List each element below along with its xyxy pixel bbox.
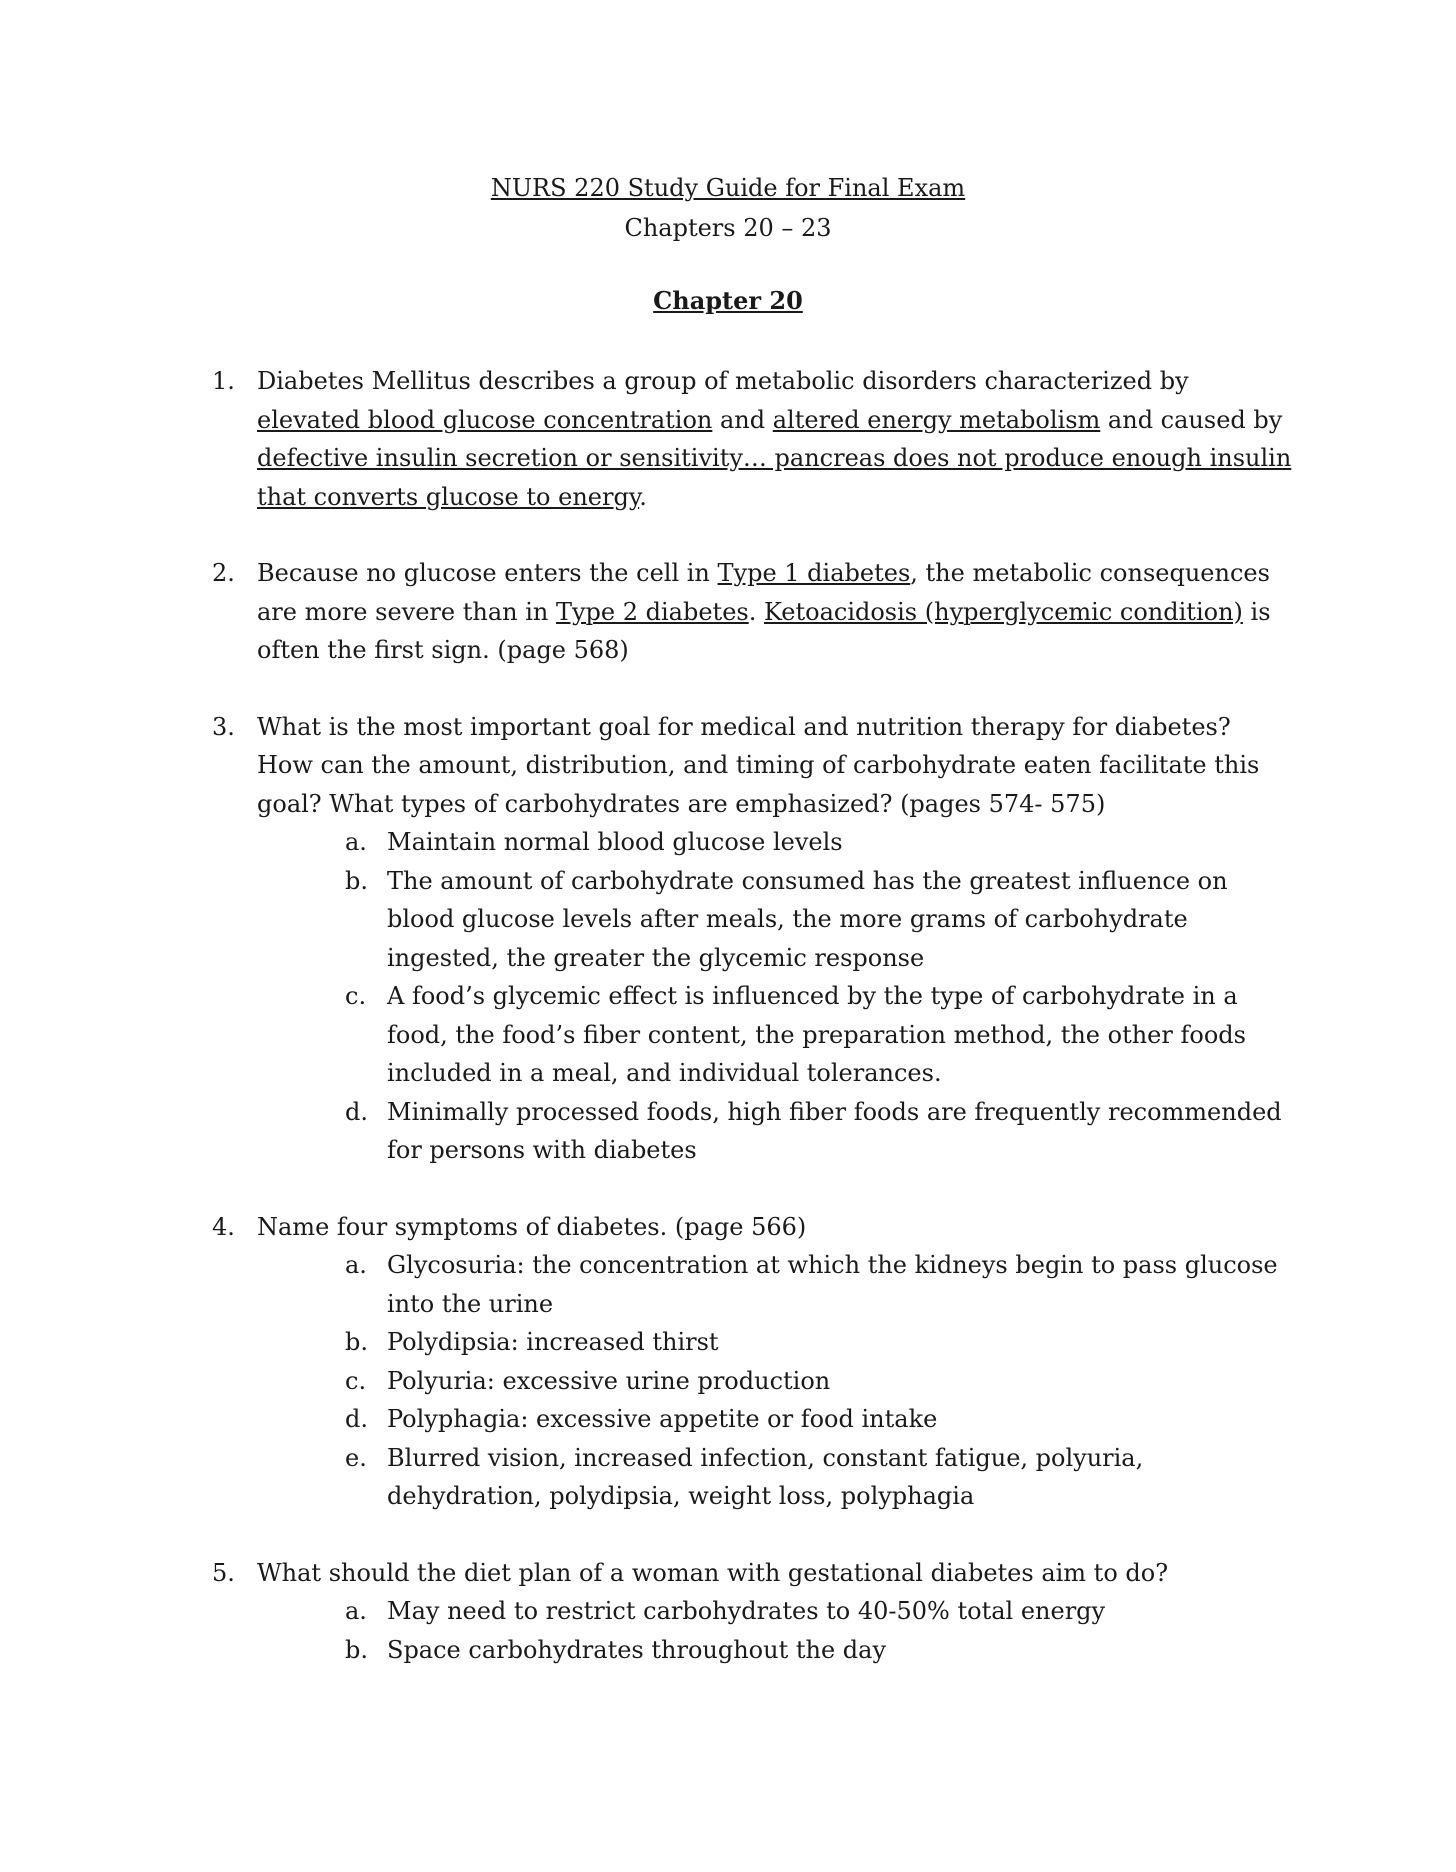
underlined-term: altered energy metabolism <box>772 405 1101 434</box>
answer-item <box>257 1323 1292 1362</box>
text-segment: Diabetes Mellitus describes a group of metabolic disorders characterized by <box>257 367 1189 395</box>
answer-text: Space carbohydrates throughout the day <box>387 1635 887 1664</box>
text-segment: Because no glucose enters the cell in <box>257 559 718 587</box>
answer-item <box>257 1439 1292 1516</box>
question-list <box>212 362 1292 1707</box>
answer-list <box>257 1592 1292 1669</box>
question-number: 4. <box>212 1212 235 1241</box>
question-1 <box>212 362 1292 516</box>
answer-letter: d. <box>345 1097 368 1126</box>
question-text: What should the diet plan of a woman with gestational diabetes aim to do? <box>257 1558 1169 1587</box>
question-text <box>257 367 1291 511</box>
text-segment: , the metabolic consequences are more severe than in <box>257 559 1270 626</box>
text-segment: . <box>748 597 764 626</box>
text-segment: is often the first sign. (page 568) <box>257 597 1271 664</box>
underlined-term: Ketoacidosis (hyperglycemic condition) <box>763 597 1243 626</box>
answer-letter: a. <box>345 1251 367 1279</box>
answer-item <box>257 1093 1292 1170</box>
answer-item <box>257 862 1292 978</box>
answer-item <box>257 977 1292 1093</box>
text-segment: and <box>712 405 773 434</box>
answer-item <box>257 1400 1292 1439</box>
question-number: 1. <box>212 367 235 395</box>
underlined-term: Type 1 diabetes <box>717 559 911 587</box>
answer-item <box>257 1362 1292 1401</box>
text-segment: and caused by <box>1100 405 1283 434</box>
document-title: NURS 220 Study Guide for Final Exam <box>490 174 966 202</box>
question-number: 2. <box>212 559 235 587</box>
answer-letter: b. <box>345 1635 368 1664</box>
answer-letter: c. <box>345 1366 367 1395</box>
answer-item <box>257 823 1292 862</box>
document-header <box>0 168 1456 248</box>
text-segment: . <box>639 482 647 511</box>
answer-letter: c. <box>345 982 367 1010</box>
answer-letter: b. <box>345 1328 368 1356</box>
document-subtitle: Chapters 20 – 23 <box>624 214 832 242</box>
answer-letter: d. <box>345 1405 368 1433</box>
underlined-term: defective insulin secretion or sensitivity… pancreas does not produce enough insulin that converts glucose to energy <box>257 444 1292 511</box>
underlined-term: Type 2 diabetes <box>555 597 749 626</box>
answer-text: May need to restrict carbohydrates to 40-50% total energy <box>387 1597 1106 1625</box>
answer-text: Polydipsia: increased thirst <box>387 1328 719 1356</box>
answer-text: Blurred vision, increased infection, constant fatigue, polyuria, dehydration, polydipsia, weight loss, polyphagia <box>387 1443 1144 1510</box>
answer-text: A food’s glycemic effect is influenced by the type of carbohydrate in a food, the food’s fiber content, the preparation method, the other foods included in a meal, and individual tolerances. <box>387 982 1246 1087</box>
question-number: 5. <box>212 1558 235 1587</box>
question-2 <box>212 554 1292 670</box>
question-3 <box>212 708 1292 1170</box>
answer-text: Minimally processed foods, high fiber foods are frequently recommended for persons with diabetes <box>387 1097 1282 1164</box>
underlined-term: elevated blood glucose concentration <box>257 405 713 434</box>
answer-item <box>257 1592 1292 1631</box>
answer-text: Polyphagia: excessive appetite or food intake <box>387 1405 938 1433</box>
question-text: Name four symptoms of diabetes. (page 566) <box>257 1212 807 1241</box>
answer-letter: b. <box>345 866 368 895</box>
answer-item <box>257 1631 1292 1670</box>
chapter-heading: Chapter 20 <box>653 286 803 315</box>
question-text: What is the most important goal for medical and nutrition therapy for diabetes? How can the amount, distribution, and timing of carbohydrate eaten facilitate this goal? What types of carbohydrates are emphasized? (pages 574- 575) <box>257 712 1260 818</box>
answer-text: Maintain normal blood glucose levels <box>387 828 843 856</box>
answer-letter: e. <box>345 1443 367 1472</box>
question-5 <box>212 1554 1292 1670</box>
question-number: 3. <box>212 712 235 741</box>
question-text <box>257 559 1271 664</box>
answer-item <box>257 1246 1292 1323</box>
answer-text: Glycosuria: the concentration at which the kidneys begin to pass glucose into the urine <box>387 1251 1278 1318</box>
answer-list <box>257 1246 1292 1516</box>
answer-list <box>257 823 1292 1170</box>
answer-letter: a. <box>345 828 367 856</box>
question-4 <box>212 1208 1292 1516</box>
answer-text: The amount of carbohydrate consumed has the greatest influence on blood glucose levels after meals, the more grams of carbohydrate ingested, the greater the glycemic response <box>387 866 1228 972</box>
answer-letter: a. <box>345 1597 367 1625</box>
answer-text: Polyuria: excessive urine production <box>387 1366 831 1395</box>
